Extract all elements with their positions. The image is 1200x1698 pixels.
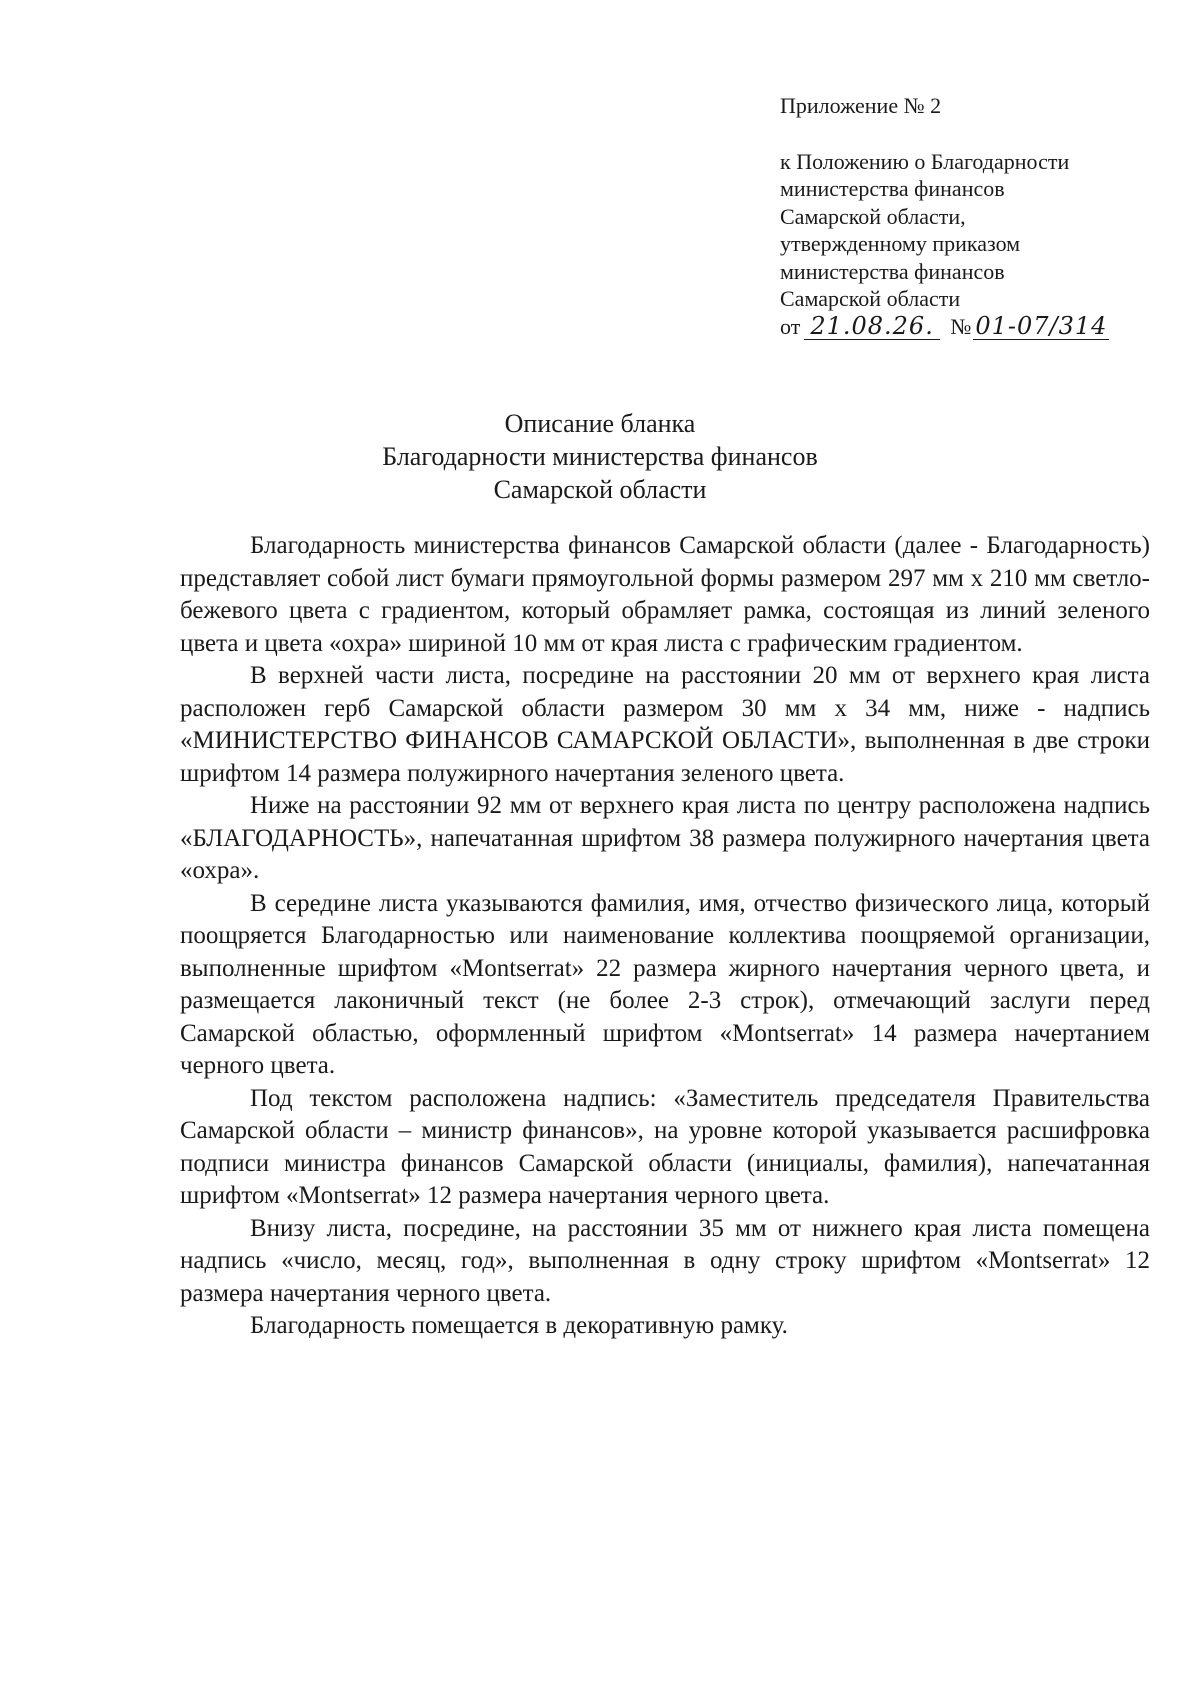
handwritten-order-number: 01-07/314 <box>975 312 1108 340</box>
appendix-line: министерства финансов <box>780 176 1005 201</box>
body-paragraph: Ниже на расстоянии 92 мм от верхнего края листа по центру расположена надпись «БЛАГОДАРНОСТЬ», напечатанная шрифтом 38 размера полужирного начертания цвета «охра». <box>180 792 1150 884</box>
body-paragraph: В середине листа указываются фамилия, имя, отчество физического лица, который поощряется Благодарностью или наименование коллектива поощряемой организации, выполненные шрифтом «Montserrat» 22 размера жирного начертания черного цвета, и размещается лаконичный текст (не более 2-3 строк), отмечающий заслуги перед Самарской областью, оформленный шрифтом «Montserrat» 14 размера начертанием черного цвета. <box>180 889 1150 1079</box>
appendix-line: министерства финансов <box>780 258 1005 284</box>
body-paragraph: Благодарность помещается в декоративную рамку. <box>250 1312 788 1339</box>
heading-line-3: Самарской области <box>493 475 707 504</box>
heading-line-2: Благодарности министерства финансов <box>382 442 818 471</box>
appendix-line: к Положению о Благодарности <box>780 148 1070 174</box>
document-heading <box>0 407 1200 506</box>
appendix-block <box>780 92 1140 340</box>
heading-line-1: Описание бланка <box>504 409 696 438</box>
body-paragraph: Благодарность министерства финансов Самарской области (далее - Благодарность) представляет собой лист бумаги прямоугольной формы размером 297 мм х 210 мм светло-бежевого цвета с градиентом, который обрамляет рамка, состоящая из линий зеленого цвета и цвета «охра» шириной 10 мм от края листа с графическим градиентом. <box>180 532 1150 657</box>
body-paragraph: В верхней части листа, посредине на расстоянии 20 мм от верхнего края листа расположен герб Самарской области размером 30 мм х 34 мм, ниже - надпись «МИНИСТЕРСТВО ФИНАНСОВ САМАРСКОЙ ОБЛАСТИ», выполненная в две строки шрифтом 14 размера полужирного начертания зеленого цвета. <box>180 662 1150 787</box>
appendix-line: утвержденному приказом <box>780 231 1021 256</box>
appendix-line: Самарской области <box>780 286 961 311</box>
appendix-title: Приложение № 2 <box>780 93 942 118</box>
document-body <box>180 530 1150 1343</box>
number-prefix: № <box>950 313 972 339</box>
body-paragraph: Внизу листа, посредине, на расстоянии 35 мм от нижнего края листа помещена надпись «число, месяц, год», выполненная в одну строку шрифтом «Montserrat» 12 размера начертания черного цвета. <box>180 1214 1150 1307</box>
body-paragraph: Под текстом расположена надпись: «Заместитель председателя Правительства Самарской области – министр финансов», на уровне которой указывается расшифровка подписи министра финансов Самарской области (инициалы, фамилия), напечатанная шрифтом «Montserrat» 12 размера начертания черного цвета. <box>180 1084 1150 1209</box>
order-reference-line <box>780 313 1140 341</box>
date-prefix: от <box>780 313 801 339</box>
handwritten-date: 21.08.26. <box>804 313 940 340</box>
appendix-line: Самарской области, <box>780 203 966 229</box>
